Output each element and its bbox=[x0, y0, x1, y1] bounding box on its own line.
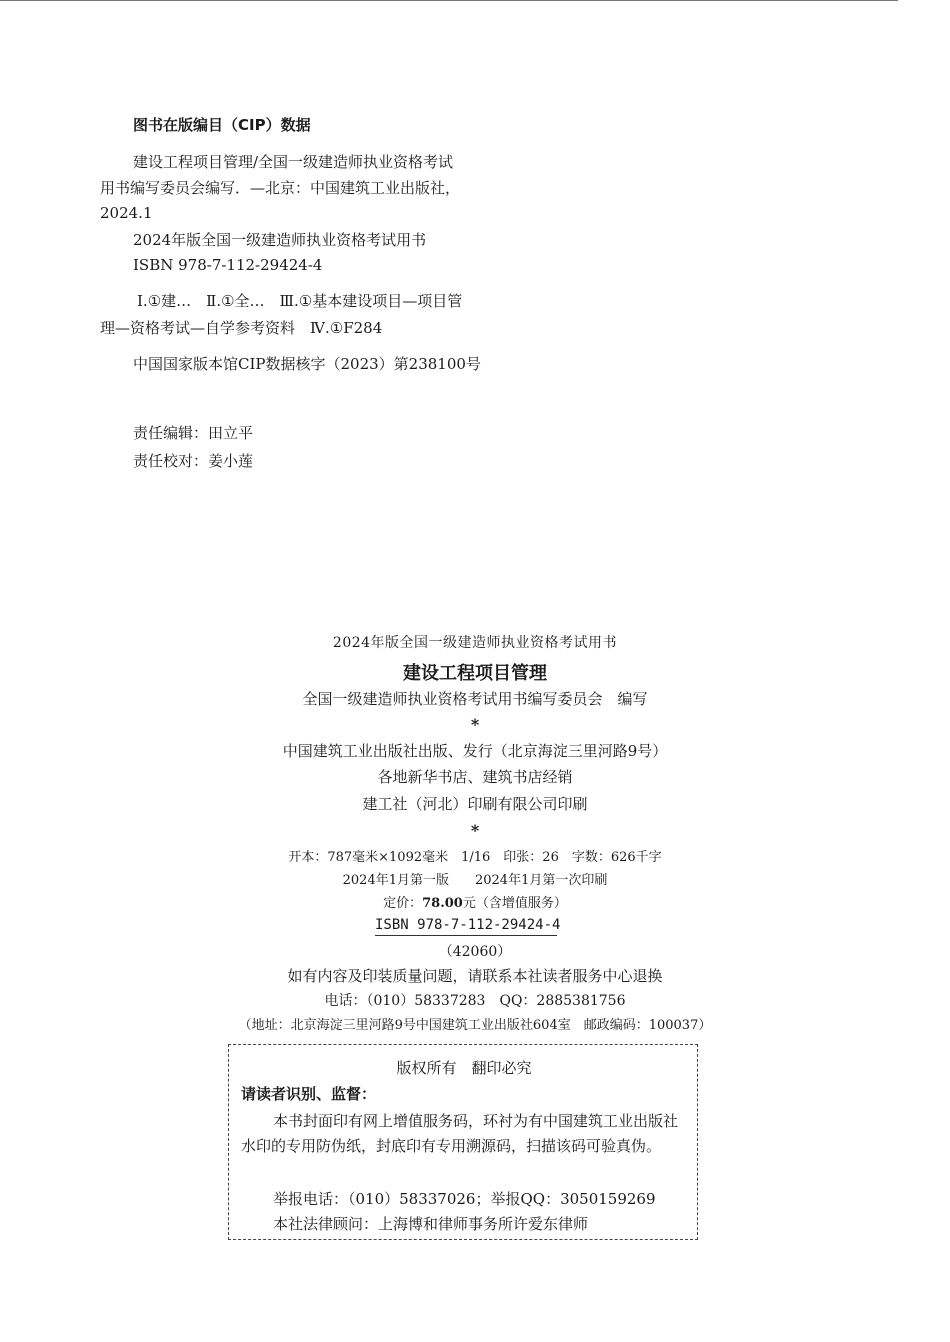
reader-supervision-heading: 请读者识别、监督： bbox=[241, 1085, 377, 1103]
imprint-publisher: 中国建筑工业出版社出版、发行（北京海淀三里河路9号） bbox=[282, 742, 668, 760]
imprint-format: 开本：787毫米×1092毫米 1/16 印张：26 字数：626千字 bbox=[288, 850, 662, 865]
separator-star-2: * bbox=[470, 821, 480, 840]
imprint-printer: 建工社（河北）印刷有限公司印刷 bbox=[362, 795, 588, 813]
imprint-isbn: ISBN 978-7-112-29424-4 bbox=[375, 917, 557, 936]
price-note: 元（含增值服务） bbox=[462, 896, 567, 911]
cip-line-publisher: 用书编写委员会编写．—北京：中国建筑工业出版社， bbox=[100, 179, 461, 197]
quality-notice: 如有内容及印装质量问题，请联系本社读者服务中心退换 bbox=[287, 967, 663, 985]
imprint-distributor: 各地新华书店、建筑书店经销 bbox=[377, 768, 573, 786]
cip-line-isbn: ISBN 978-7-112-29424-4 bbox=[133, 256, 323, 274]
address-info: （地址：北京海淀三里河路9号中国建筑工业出版社604室 邮政编码：100037） bbox=[238, 1018, 712, 1033]
horizontal-rule bbox=[0, 0, 898, 1]
separator-star: * bbox=[470, 715, 480, 734]
cip-line-cip-number: 中国国家版本馆CIP数据核字（2023）第238100号 bbox=[133, 355, 481, 373]
imprint-author: 全国一级建造师执业资格考试用书编写委员会 编写 bbox=[302, 690, 648, 708]
responsible-proofreader: 责任校对：姜小莲 bbox=[133, 452, 254, 470]
cip-line-classification: Ⅰ.①建… Ⅱ.①全… Ⅲ.①基本建设项目—项目管 bbox=[137, 292, 463, 310]
cip-line-title: 建设工程项目管理/全国一级建造师执业资格考试 bbox=[133, 153, 454, 171]
imprint-edition: 2024年1月第一版 2024年1月第一次印刷 bbox=[342, 873, 608, 888]
copyright-notice-box bbox=[228, 1044, 698, 1240]
report-hotline: 举报电话：（010）58337026；举报QQ：3050159269 bbox=[273, 1190, 656, 1208]
cip-line-classification-cont: 理—资格考试—自学参考资料 Ⅳ.①F284 bbox=[100, 319, 383, 337]
cip-line-year: 2024.1 bbox=[100, 204, 156, 222]
anti-counterfeit-text: 本书封面印有网上增值服务码，环衬为有中国建筑工业出版社水印的专用防伪纸，封底印有专用溯源码，扫描该码可验真伪。 bbox=[241, 1112, 679, 1155]
contact-info: 电话：（010）58337283 QQ：2885381756 bbox=[324, 993, 626, 1009]
price-value: 78.00 bbox=[422, 896, 463, 911]
imprint-title: 建设工程项目管理 bbox=[403, 663, 547, 684]
imprint-price bbox=[0, 892, 950, 911]
legal-counsel: 本社法律顾问：上海博和律师事务所许爱东律师 bbox=[273, 1215, 589, 1233]
copyright-title: 版权所有 翻印必究 bbox=[396, 1059, 532, 1077]
imprint-series: 2024年版全国一级建造师执业资格考试用书 bbox=[332, 635, 618, 651]
cip-line-series: 2024年版全国一级建造师执业资格考试用书 bbox=[133, 231, 427, 249]
price-label: 定价： bbox=[383, 896, 423, 911]
responsible-editor: 责任编辑：田立平 bbox=[133, 424, 254, 442]
imprint-book-code: （42060） bbox=[438, 944, 512, 960]
cip-heading: 图书在版编目（CIP）数据 bbox=[133, 116, 311, 134]
